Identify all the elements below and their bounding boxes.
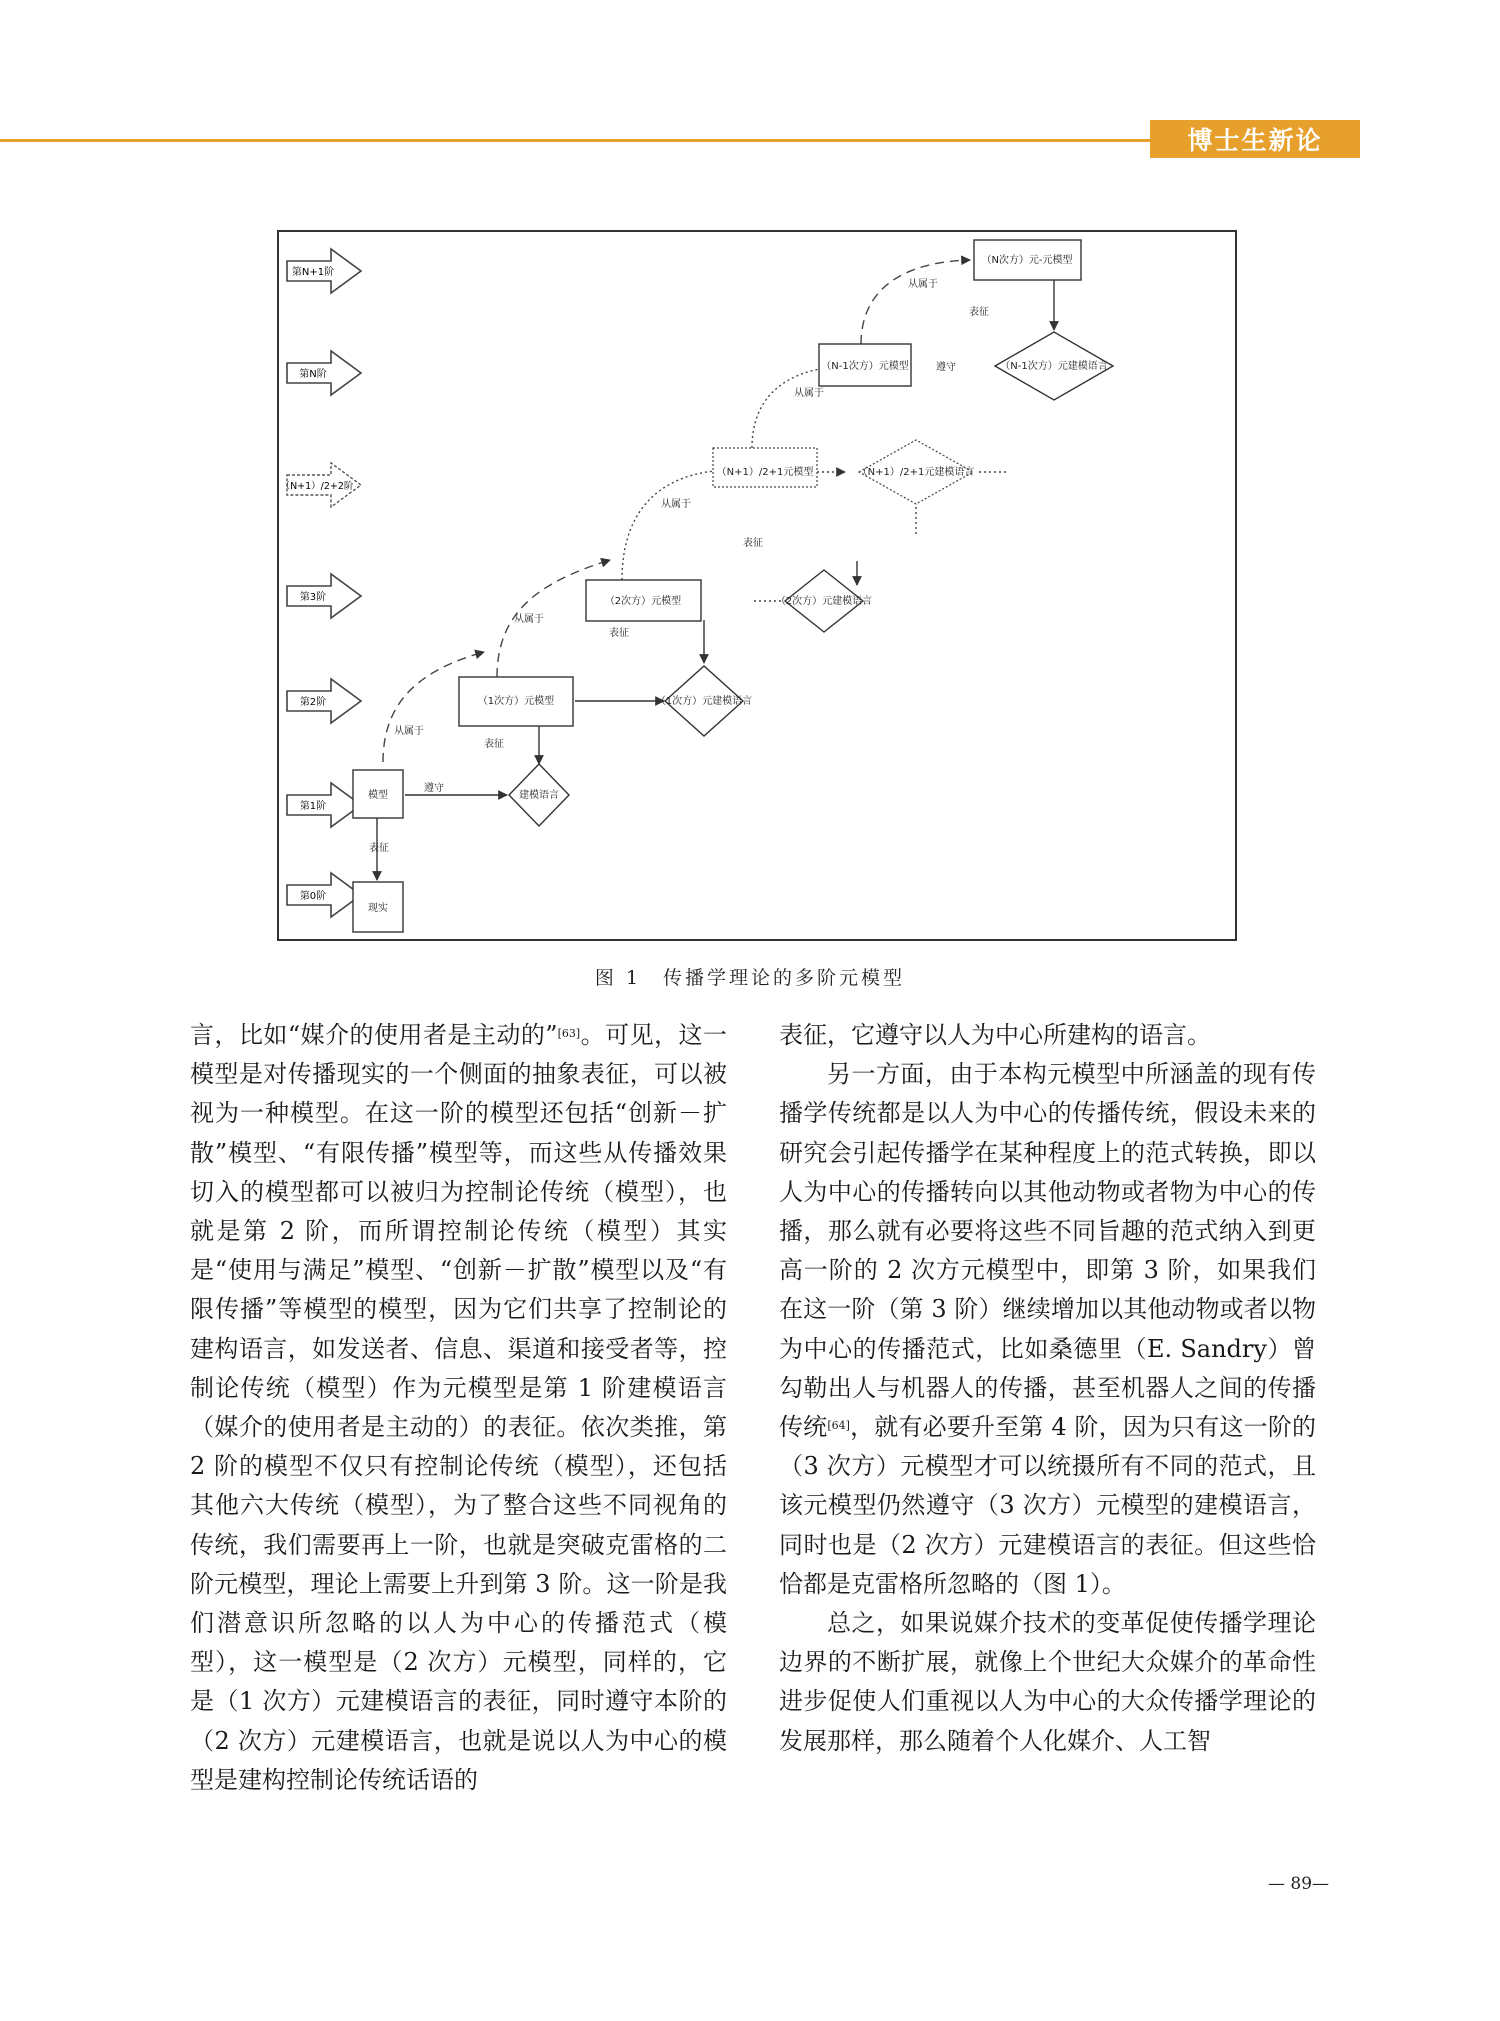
level-label: 第2阶: [299, 697, 327, 708]
edge-label-represents: 表征: [609, 628, 629, 639]
node-metaN: [974, 240, 1081, 280]
level-label: 第3阶: [299, 592, 327, 603]
node-meta2: [586, 580, 701, 621]
edge-label-represents: 表征: [743, 538, 763, 549]
node-metaN1: [819, 344, 911, 386]
edge-label-represents: 表征: [969, 307, 989, 318]
body-column-right: [779, 1016, 1316, 1761]
paragraph: 言，比如“媒介的使用者是主动的”[63]。可见，这一模型是对传播现实的一个侧面的抽象表征，可以被视为一种模型。在这一阶的模型还包括“创新－扩散”模型、“有限传播”模型等，而这些从传播效果切入的模型都可以被归为控制论传统（模型），也就是第 2 阶，而所谓控制论传统（模型）其实是“使用与满足”模型、“创新－扩散”模型以及“有限传播”等模型的模型，因为它们共享了控制论的建构语言，如发送者、信息、渠道和接受者等，控制论传统（模型）作为元模型是第 1 阶建模语言（媒介的使用者是主动的）的表征。依次类推，第 2 阶的模型不仅只有控制论传统（模型），还包括其他六大传统（模型），为了整合这些不同视角的传统，我们需要再上一阶，也就是突破克雷格的二阶元模型，理论上需要上升到第 3 阶。这一阶是我们潜意识所忽略的以人为中心的传播范式（模型），这一模型是（2 次方）元模型，同样的，它是（1 次方）元建模语言的表征，同时遵守本阶的（2 次方）元建模语言，也就是说以人为中心的模型是建构控制论传统话语的: [190, 1021, 728, 1794]
edge-label-represents: 表征: [484, 739, 504, 750]
level-arrow-3: [287, 574, 361, 618]
body-column-left: [190, 1016, 727, 1800]
figure-diagram: [277, 230, 1237, 941]
svg-text:（2次方）元建模语言: （2次方）元建模语言: [775, 596, 873, 607]
node-meta1: [459, 677, 573, 726]
page-number: — 89—: [1268, 1874, 1330, 1894]
citation: [64]: [827, 1419, 850, 1433]
node-meta2-language: [776, 570, 872, 632]
level-label: 第N阶: [299, 369, 327, 380]
level-arrow-1: [287, 783, 361, 827]
node-modeling-language: [509, 764, 569, 826]
level-label: 第1阶: [299, 801, 327, 812]
svg-text:模型: 模型: [368, 790, 388, 801]
svg-text:（N+1）/2+1元模型: （N+1）/2+1元模型: [716, 467, 814, 478]
edge-label-belongs-to: 从属于: [394, 726, 424, 737]
svg-text:（2次方）元模型: （2次方）元模型: [604, 596, 682, 607]
citation: [63]: [557, 1027, 581, 1040]
level-label: 第0阶: [299, 891, 327, 902]
edge-label-follows: 遵守: [936, 362, 956, 373]
level-arrow-mid: [281, 463, 361, 507]
edge-label-represents: 表征: [369, 843, 389, 854]
section-title: 博士生新论: [1150, 120, 1360, 158]
svg-text:（1次方）元模型: （1次方）元模型: [477, 696, 555, 707]
node-meta1-language: [656, 666, 752, 736]
svg-text:现实: 现实: [368, 903, 388, 914]
level-label: 第N+1阶: [291, 267, 335, 278]
level-arrow-0: [287, 873, 361, 917]
svg-text:（N-1次方）元建模语言: （N-1次方）元建模语言: [1000, 361, 1108, 372]
paragraph: 另一方面，由于本构元模型中所涵盖的现有传播学传统都是以人为中心的传播传统，假设未来的研究会引起传播学在某种程度上的范式转换，即以人为中心的传播转向以其他动物或者物为中心的传播，那么就有必要将这些不同旨趣的范式纳入到更高一阶的 2 次方元模型中，即第 3 阶，如果我们在这一阶（第 3 阶）继续增加以其他动物或者以物为中心的传播范式，比如桑德里（E. Sandry）曾勾勒出人与机器人的传播，甚至机器人之间的传播传统[64]，就有必要升至第 4 阶，因为只有这一阶的（3 次方）元模型才可以统摄所有不同的范式，且该元模型仍然遵守（3 次方）元模型的建模语言，同时也是（2 次方）元建模语言的表征。但这些恰恰都是克雷格所忽略的（图 1）。: [779, 1060, 1317, 1598]
multi-level-metamodel-diagram: [279, 232, 1235, 939]
level-arrow-2: [287, 679, 361, 723]
paragraph: 总之，如果说媒介技术的变革促使传播学理论边界的不断扩展，就像上个世纪大众媒介的革命性进步促使人们重视以人为中心的大众传播学理论的发展那样，那么随着个人化媒介、人工智: [779, 1609, 1316, 1755]
node-reality: [353, 882, 403, 932]
figure-caption: 图 1 传播学理论的多阶元模型: [594, 967, 906, 989]
svg-text:建模语言: 建模语言: [519, 790, 559, 801]
level-arrow-n: [287, 351, 361, 395]
paragraph: 表征，它遵守以人为中心所建构的语言。: [779, 1021, 1211, 1049]
edge-label-belongs-to: 从属于: [661, 499, 691, 510]
edge-label-belongs-to: 从属于: [514, 614, 544, 625]
edge-label-belongs-to: 从属于: [908, 279, 938, 290]
edge-label-belongs-to: 从属于: [794, 388, 824, 399]
header-rule: [0, 139, 1150, 142]
svg-text:（N次方）元-元模型: （N次方）元-元模型: [981, 255, 1073, 266]
svg-text:（N+1）/2+1元建模语言: （N+1）/2+1元建模语言: [857, 467, 975, 478]
level-label: （N+1）/2+2阶: [280, 481, 354, 492]
node-meta-mid-language: [858, 440, 975, 504]
node-model: [353, 770, 403, 818]
svg-text:（1次方）元建模语言: （1次方）元建模语言: [655, 696, 753, 707]
svg-text:（N-1次方）元模型: （N-1次方）元模型: [821, 361, 909, 372]
level-arrow-n-plus-1: [287, 249, 361, 293]
edge-label-follows: 遵守: [424, 783, 444, 794]
node-meta-mid: [713, 448, 817, 487]
node-metaN1-language: [995, 332, 1113, 400]
